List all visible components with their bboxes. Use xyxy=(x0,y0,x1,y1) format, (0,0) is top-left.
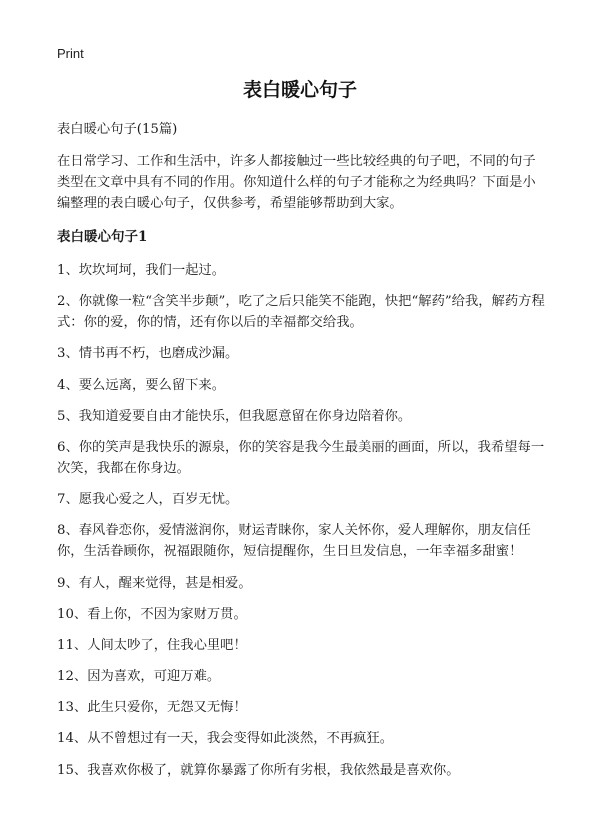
page-title: 表白暖心句子 xyxy=(242,79,357,101)
list-item: 10、看上你，不因为家财万贯。 xyxy=(57,606,247,622)
list-item: 4、要么远离，要么留下来。 xyxy=(57,377,226,393)
section-heading: 表白暖心句子1 xyxy=(57,229,148,245)
list-item: 15、我喜欢你极了，就算你暴露了你所有劣根，我依然最是喜欢你。 xyxy=(57,762,460,778)
list-item: 14、从不曾想过有一天，我会变得如此淡然，不再疯狂。 xyxy=(57,731,394,747)
print-link[interactable]: Print xyxy=(57,46,84,61)
list-item: 6、你的笑声是我快乐的源泉，你的笑容是我今生最美丽的画面，所以，我希望每一次笑，我都在你身边。 xyxy=(57,439,545,476)
list-item: 5、我知道爱要自由才能快乐，但我愿意留在你身边陪着你。 xyxy=(57,408,412,424)
list-item: 8、春风眷恋你，爱情滋润你，财运青睐你，家人关怀你，爱人理解你，朋友信任你，生活眷顾你，祝福跟随你，短信提醒你，生日旦发信息，一年幸福多甜蜜！ xyxy=(57,523,531,560)
list-item: 2、你就像一粒“含笑半步颠”，吃了之后只能笑不能跑，快把“解药”给我，解药方程式：你的爱，你的情，还有你以后的幸福都交给我。 xyxy=(57,294,545,331)
list-item: 7、愿我心爱之人，百岁无忧。 xyxy=(57,492,239,508)
list-item: 11、人间太吵了，住我心里吧！ xyxy=(57,637,247,653)
list-item: 3、情书再不朽，也磨成沙漏。 xyxy=(57,346,239,362)
list-item: 13、此生只爱你，无怨又无悔！ xyxy=(57,700,247,716)
article-subtitle: 表白暖心句子(15篇) xyxy=(57,122,178,137)
list-item: 1、坎坎坷坷，我们一起过。 xyxy=(57,263,226,278)
article-body xyxy=(57,119,548,791)
list-item: 12、因为喜欢，可迎万难。 xyxy=(57,669,221,685)
intro-paragraph: 在日常学习、工作和生活中，许多人都接触过一些比较经典的句子吧，不同的句子类型在文章中具有不同的作用。你知道什么样的句子才能称之为经典吗？下面是小编整理的表白暖心句子，仅供参考，希望能够帮助到大家。 xyxy=(57,154,536,211)
list-item: 9、有人，醒来觉得，甚是相爱。 xyxy=(57,575,252,591)
